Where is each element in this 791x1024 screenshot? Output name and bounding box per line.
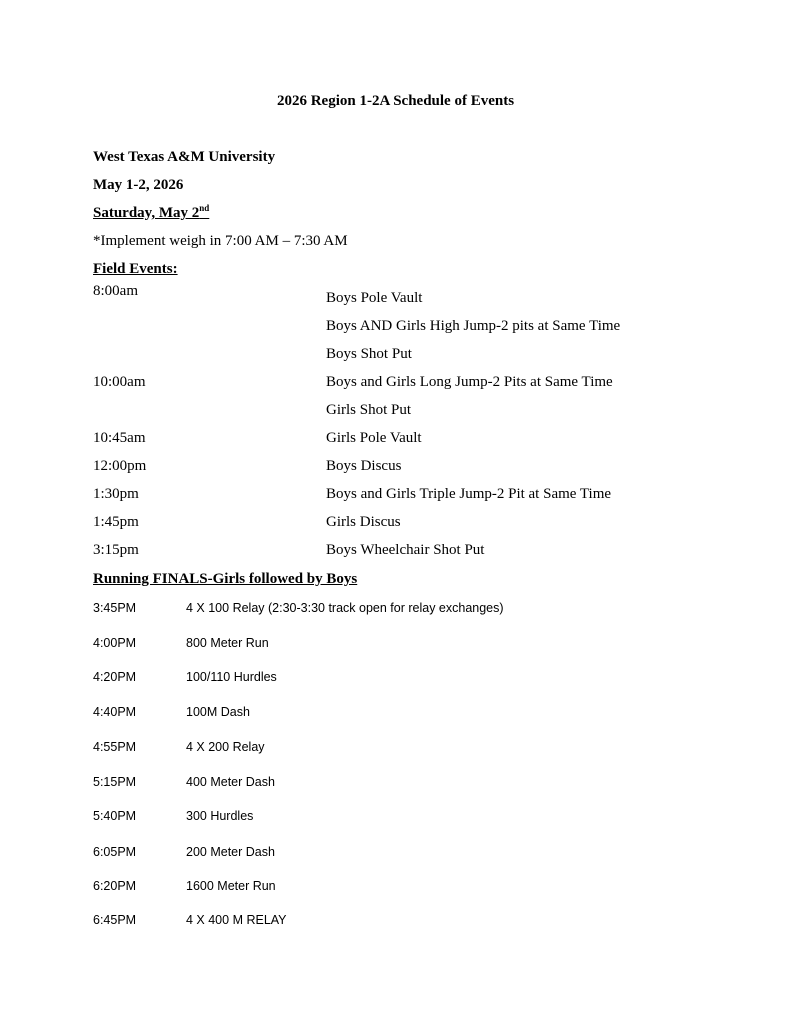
running-event-time: 6:45PM [93, 913, 137, 927]
running-event-time: 5:15PM [93, 775, 137, 789]
implement-note: *Implement weigh in 7:00 AM – 7:30 AM [93, 233, 348, 249]
field-event-row [0, 486, 791, 508]
running-event-name: 200 Meter Dash [186, 845, 275, 859]
field-event-row [0, 458, 791, 480]
field-event-name: Boys Discus [326, 458, 402, 474]
running-heading [93, 571, 357, 588]
field-event-time: 1:45pm [93, 514, 139, 530]
field-event-time: 10:45am [93, 430, 146, 446]
field-event-row [0, 430, 791, 452]
running-event-time: 5:40PM [93, 809, 137, 823]
field-event-name: Girls Pole Vault [326, 430, 422, 446]
field-event-time: 1:30pm [93, 486, 139, 502]
field-event-name: Boys Shot Put [326, 346, 412, 362]
running-event-time: 6:05PM [93, 845, 137, 859]
field-event-name: Boys AND Girls High Jump-2 pits at Same Time [326, 318, 621, 334]
running-event-name: 4 X 200 Relay [186, 740, 265, 754]
running-event-name: 100/110 Hurdles [186, 670, 277, 684]
field-event-name: Boys Pole Vault [326, 290, 423, 306]
field-event-name: Boys Wheelchair Shot Put [326, 542, 485, 558]
running-event-name: 100M Dash [186, 705, 250, 719]
field-event-row [0, 402, 791, 424]
field-event-name: Girls Shot Put [326, 402, 412, 418]
venue-heading: West Texas A&M University [93, 149, 276, 165]
field-event-name: Girls Discus [326, 514, 401, 530]
running-event-name: 300 Hurdles [186, 809, 254, 823]
field-event-name: Boys and Girls Triple Jump-2 Pit at Same Time [326, 486, 612, 502]
running-event-name: 400 Meter Dash [186, 775, 275, 789]
field-event-row [0, 318, 791, 340]
page-title: 2026 Region 1-2A Schedule of Events [276, 93, 515, 109]
running-event-name: 1600 Meter Run [186, 879, 276, 893]
field-event-row [0, 346, 791, 368]
running-event-time: 4:40PM [93, 705, 137, 719]
running-event-time: 4:55PM [93, 740, 137, 754]
day-heading-suffix: nd [199, 203, 210, 213]
field-event-name: Boys and Girls Long Jump-2 Pits at Same Time [326, 374, 613, 390]
day-heading [93, 205, 209, 222]
field-event-row [0, 514, 791, 536]
field-event-time: 10:00am [93, 374, 146, 390]
field-event-row [0, 374, 791, 396]
day-heading-text: Saturday, May 2 [93, 205, 200, 221]
running-event-name: 800 Meter Run [186, 636, 269, 650]
running-event-name: 4 X 100 Relay (2:30-3:30 track open for relay exchanges) [186, 601, 504, 615]
running-event-name: 4 X 400 M RELAY [186, 913, 287, 927]
running-event-time: 4:00PM [93, 636, 137, 650]
field-event-time: 12:00pm [93, 458, 147, 474]
running-event-time: 6:20PM [93, 879, 137, 893]
field-event-row [0, 290, 791, 312]
running-heading-text: Running FINALS-Girls followed by Boys [93, 571, 358, 587]
running-event-time: 3:45PM [93, 601, 137, 615]
field-event-time: 3:15pm [93, 542, 139, 558]
field-event-row [0, 542, 791, 564]
running-event-time: 4:20PM [93, 670, 137, 684]
dates-heading: May 1-2, 2026 [93, 177, 184, 193]
field-events-heading: Field Events: [93, 261, 178, 277]
field-event-time: 8:00am [93, 283, 138, 299]
